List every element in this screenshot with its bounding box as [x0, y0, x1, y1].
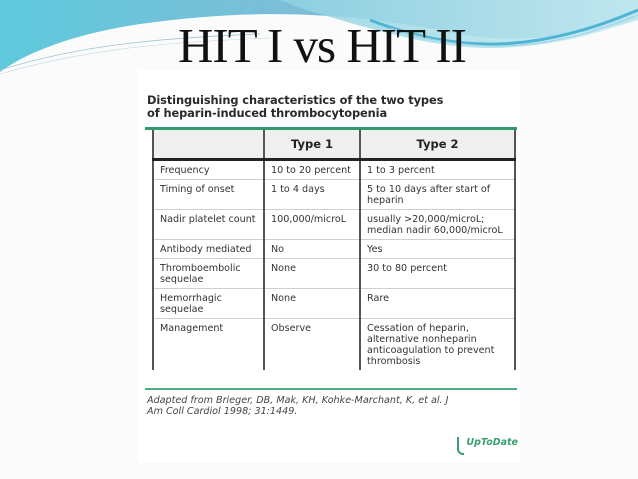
- type-1-cell: Observe: [264, 319, 360, 371]
- figure-heading-line-2: of heparin-induced thrombocytopenia: [147, 106, 388, 120]
- table-row: [153, 319, 515, 371]
- comparison-table: [152, 130, 516, 370]
- table-row: [153, 180, 515, 210]
- uptodate-bracket-icon: [457, 437, 464, 455]
- hit-comparison-figure: [138, 70, 520, 462]
- type-2-cell: usually >20,000/microL; median nadir 60,000/microL: [360, 210, 515, 240]
- bottom-divider: [145, 388, 517, 390]
- row-label: Timing of onset: [153, 180, 264, 210]
- row-label: Frequency: [153, 160, 264, 180]
- type-1-cell: None: [264, 289, 360, 319]
- source-citation: [147, 395, 517, 417]
- type-2-cell: Yes: [360, 240, 515, 259]
- uptodate-logo-text: UpToDate: [466, 437, 518, 448]
- type-2-cell: Rare: [360, 289, 515, 319]
- header-blank: [153, 130, 264, 160]
- type-2-cell: 1 to 3 percent: [360, 160, 515, 180]
- type-2-cell: 5 to 10 days after start of heparin: [360, 180, 515, 210]
- uptodate-logo: [457, 437, 518, 455]
- row-label: Hemorrhagic sequelae: [153, 289, 264, 319]
- row-label: Management: [153, 319, 264, 371]
- type-2-cell: Cessation of heparin, alternative nonheparin anticoagulation to prevent thrombosis: [360, 319, 515, 371]
- type-1-cell: 100,000/microL: [264, 210, 360, 240]
- citation-line-1: Adapted from Brieger, DB, Mak, KH, Kohke-Marchant, K, et al. J: [147, 395, 449, 406]
- table-row: [153, 210, 515, 240]
- table-row: [153, 259, 515, 289]
- table-row: [153, 289, 515, 319]
- type-1-cell: 10 to 20 percent: [264, 160, 360, 180]
- figure-heading-line-1: Distinguishing characteristics of the two types: [147, 93, 444, 107]
- table-header-row: [153, 130, 515, 160]
- type-1-cell: 1 to 4 days: [264, 180, 360, 210]
- slide-title: HIT I vs HIT II: [177, 18, 467, 73]
- table-row: [153, 160, 515, 180]
- citation-line-2: Am Coll Cardiol 1998; 31:1449.: [147, 406, 298, 417]
- header-type-2: Type 2: [360, 130, 515, 160]
- table-row: [153, 240, 515, 259]
- row-label: Nadir platelet count: [153, 210, 264, 240]
- header-type-1: Type 1: [264, 130, 360, 160]
- row-label: Antibody mediated: [153, 240, 264, 259]
- row-label: Thromboembolic sequelae: [153, 259, 264, 289]
- type-2-cell: 30 to 80 percent: [360, 259, 515, 289]
- figure-heading: [147, 94, 517, 120]
- type-1-cell: None: [264, 259, 360, 289]
- type-1-cell: No: [264, 240, 360, 259]
